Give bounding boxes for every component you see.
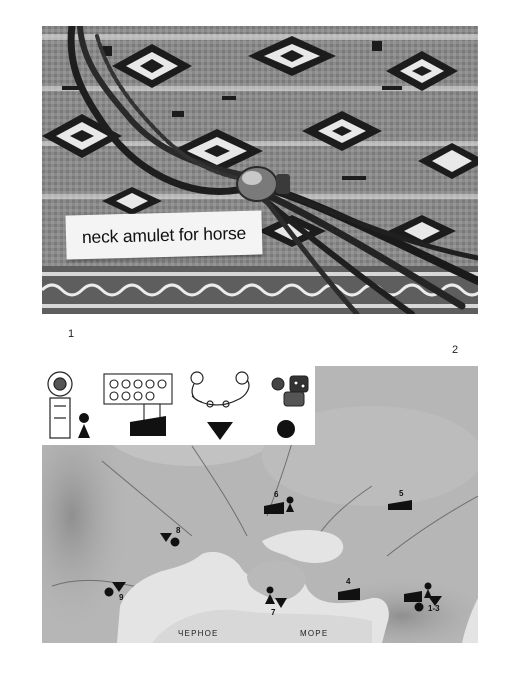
site-5-marker xyxy=(388,500,412,510)
site-label-7: 7 xyxy=(271,608,276,617)
site-label-6: 6 xyxy=(274,490,279,499)
site-label-1-3: 1-3 xyxy=(428,604,440,613)
label-card-text: neck amulet for horse xyxy=(81,222,247,247)
site-8-marker xyxy=(160,533,180,547)
site-7-marker xyxy=(265,587,287,609)
site-4-marker xyxy=(338,588,360,600)
site-markers xyxy=(42,366,478,643)
figure-number-1: 1 xyxy=(68,328,75,340)
site-6-marker xyxy=(264,497,294,515)
photo-scene xyxy=(42,26,478,314)
figure-number-2: 2 xyxy=(452,344,459,356)
horse-amulet-photo xyxy=(42,26,478,314)
site-label-8: 8 xyxy=(176,526,181,535)
site-label-5: 5 xyxy=(399,489,404,498)
sea-label-word-1: ЧЕРНОЕ xyxy=(178,629,219,638)
site-label-4: 4 xyxy=(346,577,351,586)
label-card xyxy=(65,210,262,259)
site-distribution-map xyxy=(42,366,478,643)
sea-label-word-2: МОРЕ xyxy=(300,629,329,638)
site-label-9: 9 xyxy=(119,593,124,602)
